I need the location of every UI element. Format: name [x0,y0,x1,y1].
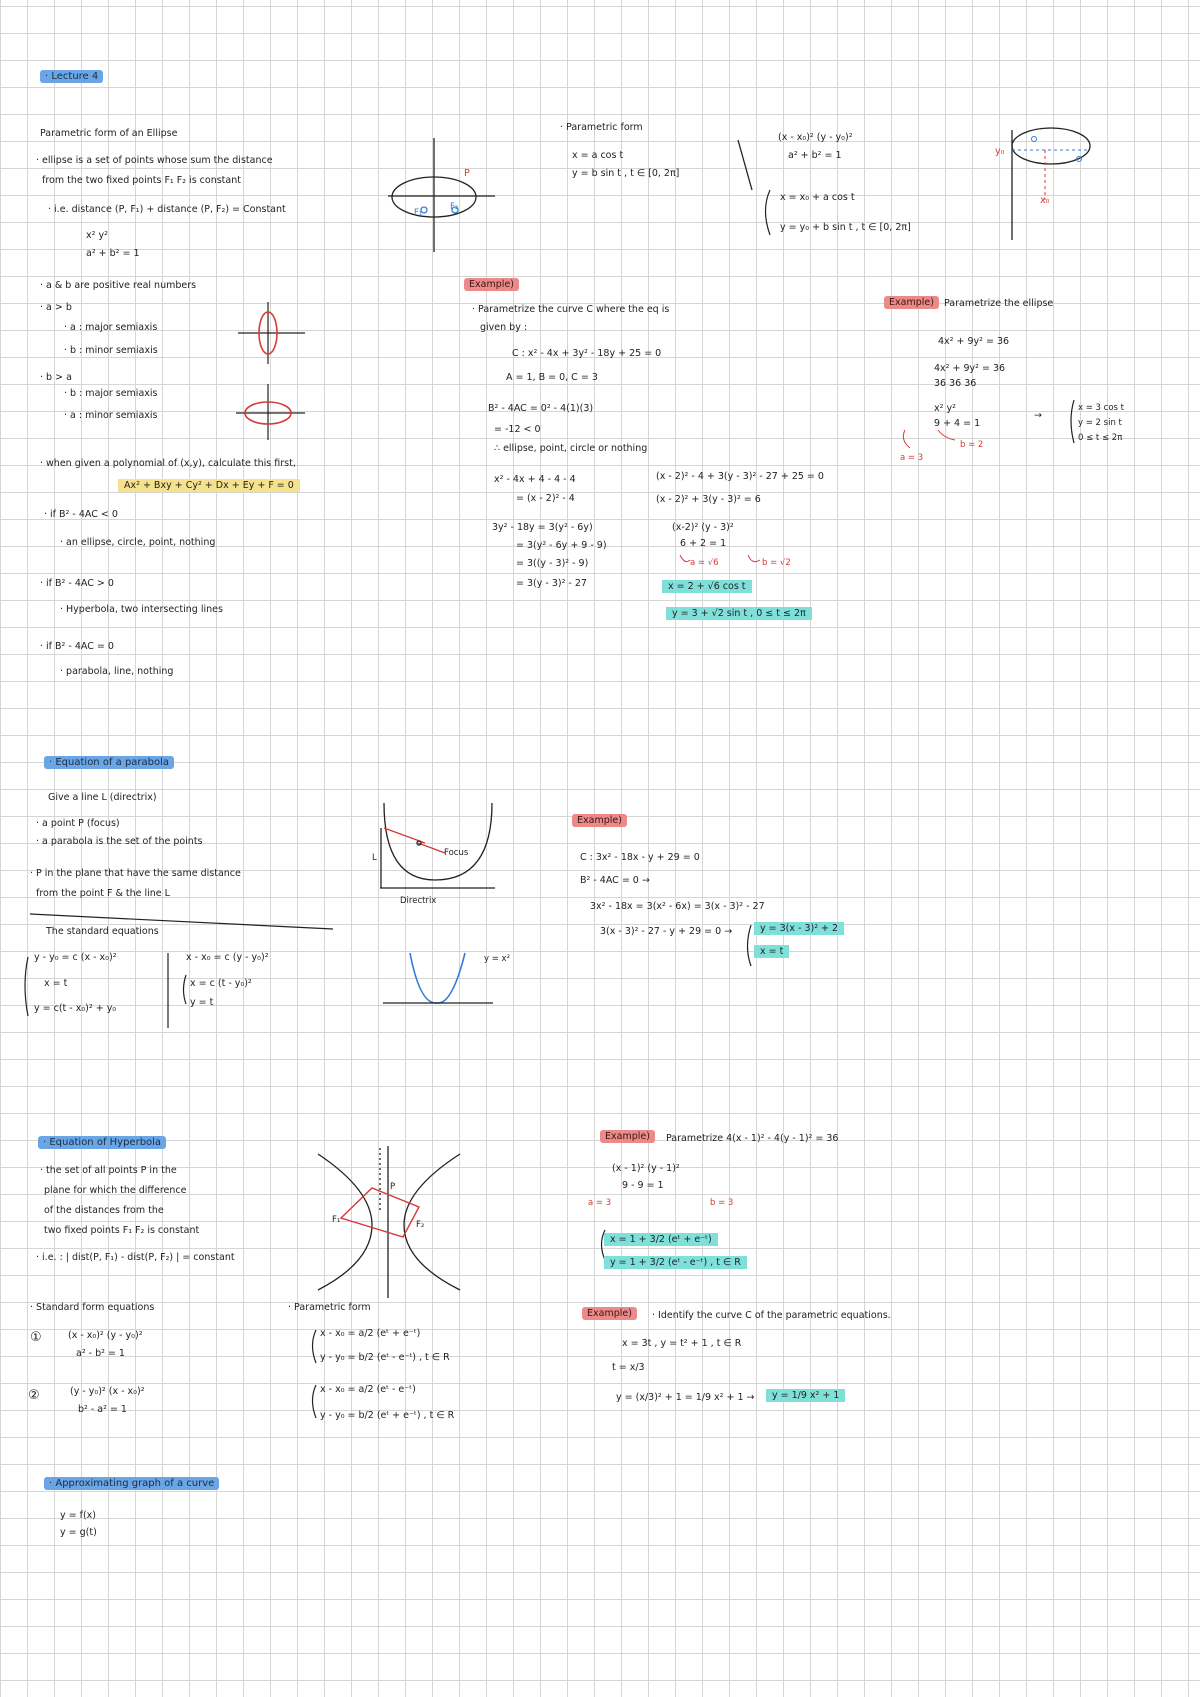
example1-standard-top: (x-2)² (y - 3)² [672,522,734,533]
example1-answer-x: x = 2 + √6 cos t [662,580,752,593]
discriminant-positive: · if B² - 4AC > 0 [40,578,114,589]
discriminant-negative-result: · an ellipse, circle, point, nothing [60,537,216,548]
parabola-heading-tag: · Equation of a parabola [44,756,174,769]
example1-substitute-b: (x - 2)² + 3(y - 3)² = 6 [656,494,761,505]
example1-equation: C : x² - 4x + 3y² - 18y + 25 = 0 [512,348,662,359]
hyperbola-std2-top: (y - y₀)² (x - x₀)² [70,1386,145,1397]
example2-title: Parametrize the ellipse [944,298,1054,309]
hyperbola-fig-f1: F₁ [332,1215,341,1225]
ellipse-ie-line: · i.e. distance (P, F₁) + distance (P, F₂) = Constant [48,204,286,215]
example4-tag: Example) [600,1130,655,1143]
example3-line4: 3(x - 3)² - 27 - y + 29 = 0 → [600,926,733,937]
parabola-eq-a3: y = c(t - x₀)² + y₀ [34,1003,117,1014]
example3-answer-y: y = 3(x - 3)² + 2 [754,922,844,935]
example1-step1: B² - 4AC = 0² - 4(1)(3) [488,403,594,414]
ellipse-b-minor: · b : minor semiaxis [64,345,158,356]
hyperbola-param1-x: x - x₀ = a/2 (eᵗ + e⁻ᵗ) [320,1328,421,1339]
hyperbola-standard-title: · Standard form equations [30,1302,155,1313]
ellipse-heading: Parametric form of an Ellipse [40,128,178,139]
ellipse-when-given: · when given a polynomial of (x,y), calculate this first, [40,458,296,469]
hyperbola-std2-bottom: b² - a² = 1 [78,1404,127,1415]
parabola-line4: · P in the plane that have the same distance [30,868,241,879]
discriminant-zero-result: · parabola, line, nothing [60,666,174,677]
example1-step3: ∴ ellipse, point, circle or nothing [494,443,648,454]
parabola-standard-title: The standard equations [46,926,159,937]
example1-complete-x-b: = (x - 2)² - 4 [516,493,575,504]
parabola-fig-directrix: Directrix [400,896,437,906]
ellipse-fig-point-label: P [464,168,470,179]
example1-line1: · Parametrize the curve C where the eq is [472,304,670,315]
annot-tick-d [938,430,955,440]
example1-complete-y-b: = 3(y² - 6y + 9 - 9) [516,540,607,551]
hyperbola-param1-y: y - y₀ = b/2 (eᵗ - e⁻ᵗ) , t ∈ R [320,1352,450,1363]
ellipse-b-major: · b : major semiaxis [64,388,158,399]
hyperbola-number-1: ① [30,1330,42,1345]
example2-arrow: → [1034,410,1042,421]
example4-eq-bottom: 9 - 9 = 1 [622,1180,664,1191]
example1-substitute-a: (x - 2)² - 4 + 3(y - 3)² - 27 + 25 = 0 [656,471,824,482]
hyperbola-ie: · i.e. : | dist(P, F₁) - dist(P, F₂) | = constant [36,1252,235,1263]
parabola-eq-a1: y - y₀ = c (x - x₀)² [34,952,117,963]
example5-answer: y = 1/9 x² + 1 [766,1389,845,1402]
hyperbola-std1-top: (x - x₀)² (y - y₀)² [68,1330,143,1341]
lecture-title-tag: · Lecture 4 [40,70,103,83]
example2-b-value: b = 2 [960,440,984,450]
ellipse-b-gt-a: · b > a [40,372,72,383]
hyperbola-heading-tag: · Equation of Hyperbola [38,1136,166,1149]
annot-tick-b [748,555,760,562]
example5-line2: t = x/3 [612,1362,645,1373]
ellipse-sketch [388,138,495,252]
hyperbola-fig-p: P [390,1182,396,1192]
example3-answer-x: x = t [754,945,789,958]
example1-a-value: a = √6 [690,558,719,568]
parabola-line1: Give a line L (directrix) [48,792,157,803]
shifted-fig-y0: y₀ [995,146,1005,157]
example1-complete-y-d: = 3(y - 3)² - 27 [516,578,587,589]
example1-tag: Example) [464,278,519,291]
example5-title: · Identify the curve C of the parametric equations. [652,1310,891,1321]
ellipse-eq-bottom: a² + b² = 1 [86,248,140,259]
discriminant-positive-result: · Hyperbola, two intersecting lines [60,604,223,615]
example2-eq2-denominators: 36 36 36 [934,378,977,389]
example4-a-value: a = 3 [588,1198,612,1208]
hyperbola-param2-y: y - y₀ = b/2 (eᵗ + e⁻ᵗ) , t ∈ R [320,1410,455,1421]
example1-complete-y-c: = 3((y - 3)² - 9) [516,558,589,569]
example3-line1: C : 3x² - 18x - y + 29 = 0 [580,852,700,863]
example2-eq3-denominators: 9 + 4 = 1 [934,418,981,429]
example1-complete-y-a: 3y² - 18y = 3(y² - 6y) [492,522,593,533]
approx-line2: y = g(t) [60,1527,97,1538]
hyperbola-line4: two fixed points F₁ F₂ is constant [44,1225,200,1236]
param-shift-brace [766,190,771,235]
hyperbola-param2-x: x - x₀ = a/2 (eᵗ - e⁻ᵗ) [320,1384,416,1395]
shifted-eq-top: (x - x₀)² (y - y₀)² [778,132,853,143]
param-form-title: · Parametric form [560,122,643,133]
example3-line2: B² - 4AC = 0 → [580,875,650,886]
parabola-eq-b2: x = c (t - y₀)² [190,978,252,989]
example4-answer-y: y = 1 + 3/2 (eᵗ - e⁻ᵗ) , t ∈ R [604,1256,747,1269]
example1-line2: given by : [480,322,528,333]
annot-tick-a [680,555,690,562]
example2-a-value: a = 3 [900,453,924,463]
parabola-line2: · a point P (focus) [36,818,120,829]
example4-eq-top: (x - 1)² (y - 1)² [612,1163,680,1174]
example4-answer-x: x = 1 + 3/2 (eᵗ + e⁻ᵗ) [604,1233,718,1246]
ellipse-eq-top: x² y² [86,230,108,241]
parabola-eq-b1: x - x₀ = c (y - y₀)² [186,952,269,963]
general-conic-equation: Ax² + Bxy + Cy² + Dx + Ey + F = 0 [118,479,300,492]
ellipse-def-line1: · ellipse is a set of points whose sum the distance [36,155,273,166]
hyperbola-std1-bottom: a² - b² = 1 [76,1348,125,1359]
ellipse-a-gt-b-sketch [238,302,305,364]
parabola-fig-focus: Focus [444,848,469,858]
hyperbola-param-title: · Parametric form [288,1302,371,1313]
ellipse-fig-f1-label: F₁ [414,208,423,218]
example2-brace [1071,400,1074,443]
hyperbola-line3: of the distances from the [44,1205,164,1216]
shifted-eq-bottom: a² + b² = 1 [788,150,842,161]
param-y-eq: y = b sin t , t ∈ [0, 2π] [572,168,680,179]
example2-solution-y: y = 2 sin t [1078,418,1122,428]
example4-title: Parametrize 4(x - 1)² - 4(y - 1)² = 36 [666,1133,839,1144]
shifted-x-eq: x = x₀ + a cos t [780,192,855,203]
example1-coefficients: A = 1, B = 0, C = 3 [506,372,598,383]
discriminant-negative: · if B² - 4AC < 0 [44,509,118,520]
example5-tag: Example) [582,1307,637,1320]
approx-line1: y = f(x) [60,1510,97,1521]
example5-line3: y = (x/3)² + 1 = 1/9 x² + 1 → [616,1392,755,1403]
parabola-focus-sketch [380,803,495,888]
shifted-y-eq: y = y₀ + b sin t , t ∈ [0, 2π] [780,222,911,233]
ellipse-a-major: · a : major semiaxis [64,322,158,333]
hyperbola-fig-f2: F₂ [416,1220,425,1230]
hyperbola-line1: · the set of all points P in the [40,1165,177,1176]
example1-step2: = -12 < 0 [494,424,541,435]
example2-solution-t: 0 ≤ t ≤ 2π [1078,433,1123,443]
example2-solution-x: x = 3 cos t [1078,403,1125,413]
example5-line1: x = 3t , y = t² + 1 , t ∈ R [622,1338,742,1349]
example2-eq2: 4x² + 9y² = 36 [934,363,1006,374]
param-x-eq: x = a cos t [572,150,624,161]
parabola-line5: from the point F & the line L [36,888,170,899]
example2-eq3: x² y² [934,403,956,414]
example3-line3: 3x² - 18x = 3(x² - 6x) = 3(x - 3)² - 27 [590,901,765,912]
parabola-fig-y-eq: y = x² [484,954,510,964]
ellipse-fig-f2-label: F₂ [450,202,459,212]
example2-eq1: 4x² + 9y² = 36 [938,336,1010,347]
example4-b-value: b = 3 [710,1198,734,1208]
parabola-line3: · a parabola is the set of the points [36,836,203,847]
ellipse-a-gt-b: · a > b [40,302,72,313]
parabola-basic-sketch [383,953,493,1003]
hyperbola-number-2: ② [28,1388,40,1403]
parabola-fig-L: L [372,853,377,863]
shifted-ellipse-sketch [1012,128,1090,240]
ellipse-def-line2: from the two fixed points F₁ F₂ is constant [42,175,241,186]
ellipse-ab-positive: · a & b are positive real numbers [40,280,197,291]
approx-heading-tag: · Approximating graph of a curve [44,1477,219,1490]
example1-answer-y: y = 3 + √2 sin t , 0 ≤ t ≤ 2π [666,607,812,620]
example1-standard-bottom: 6 + 2 = 1 [680,538,727,549]
example1-b-value: b = √2 [762,558,791,568]
shifted-fig-x0: x₀ [1040,195,1050,206]
parabola-eq-b3: y = t [190,997,214,1008]
annot-tick-c [903,430,910,448]
ellipse-a-minor: · a : minor semiaxis [64,410,158,421]
hyperbola-line2: plane for which the difference [44,1185,187,1196]
example1-complete-x-a: x² - 4x + 4 - 4 - 4 [494,474,576,485]
divider-slash [738,140,752,190]
parabola-eq-a2: x = t [44,978,68,989]
example2-tag: Example) [884,296,939,309]
ellipse-b-gt-a-sketch [236,384,305,440]
example3-tag: Example) [572,814,627,827]
discriminant-zero: · if B² - 4AC = 0 [40,641,114,652]
